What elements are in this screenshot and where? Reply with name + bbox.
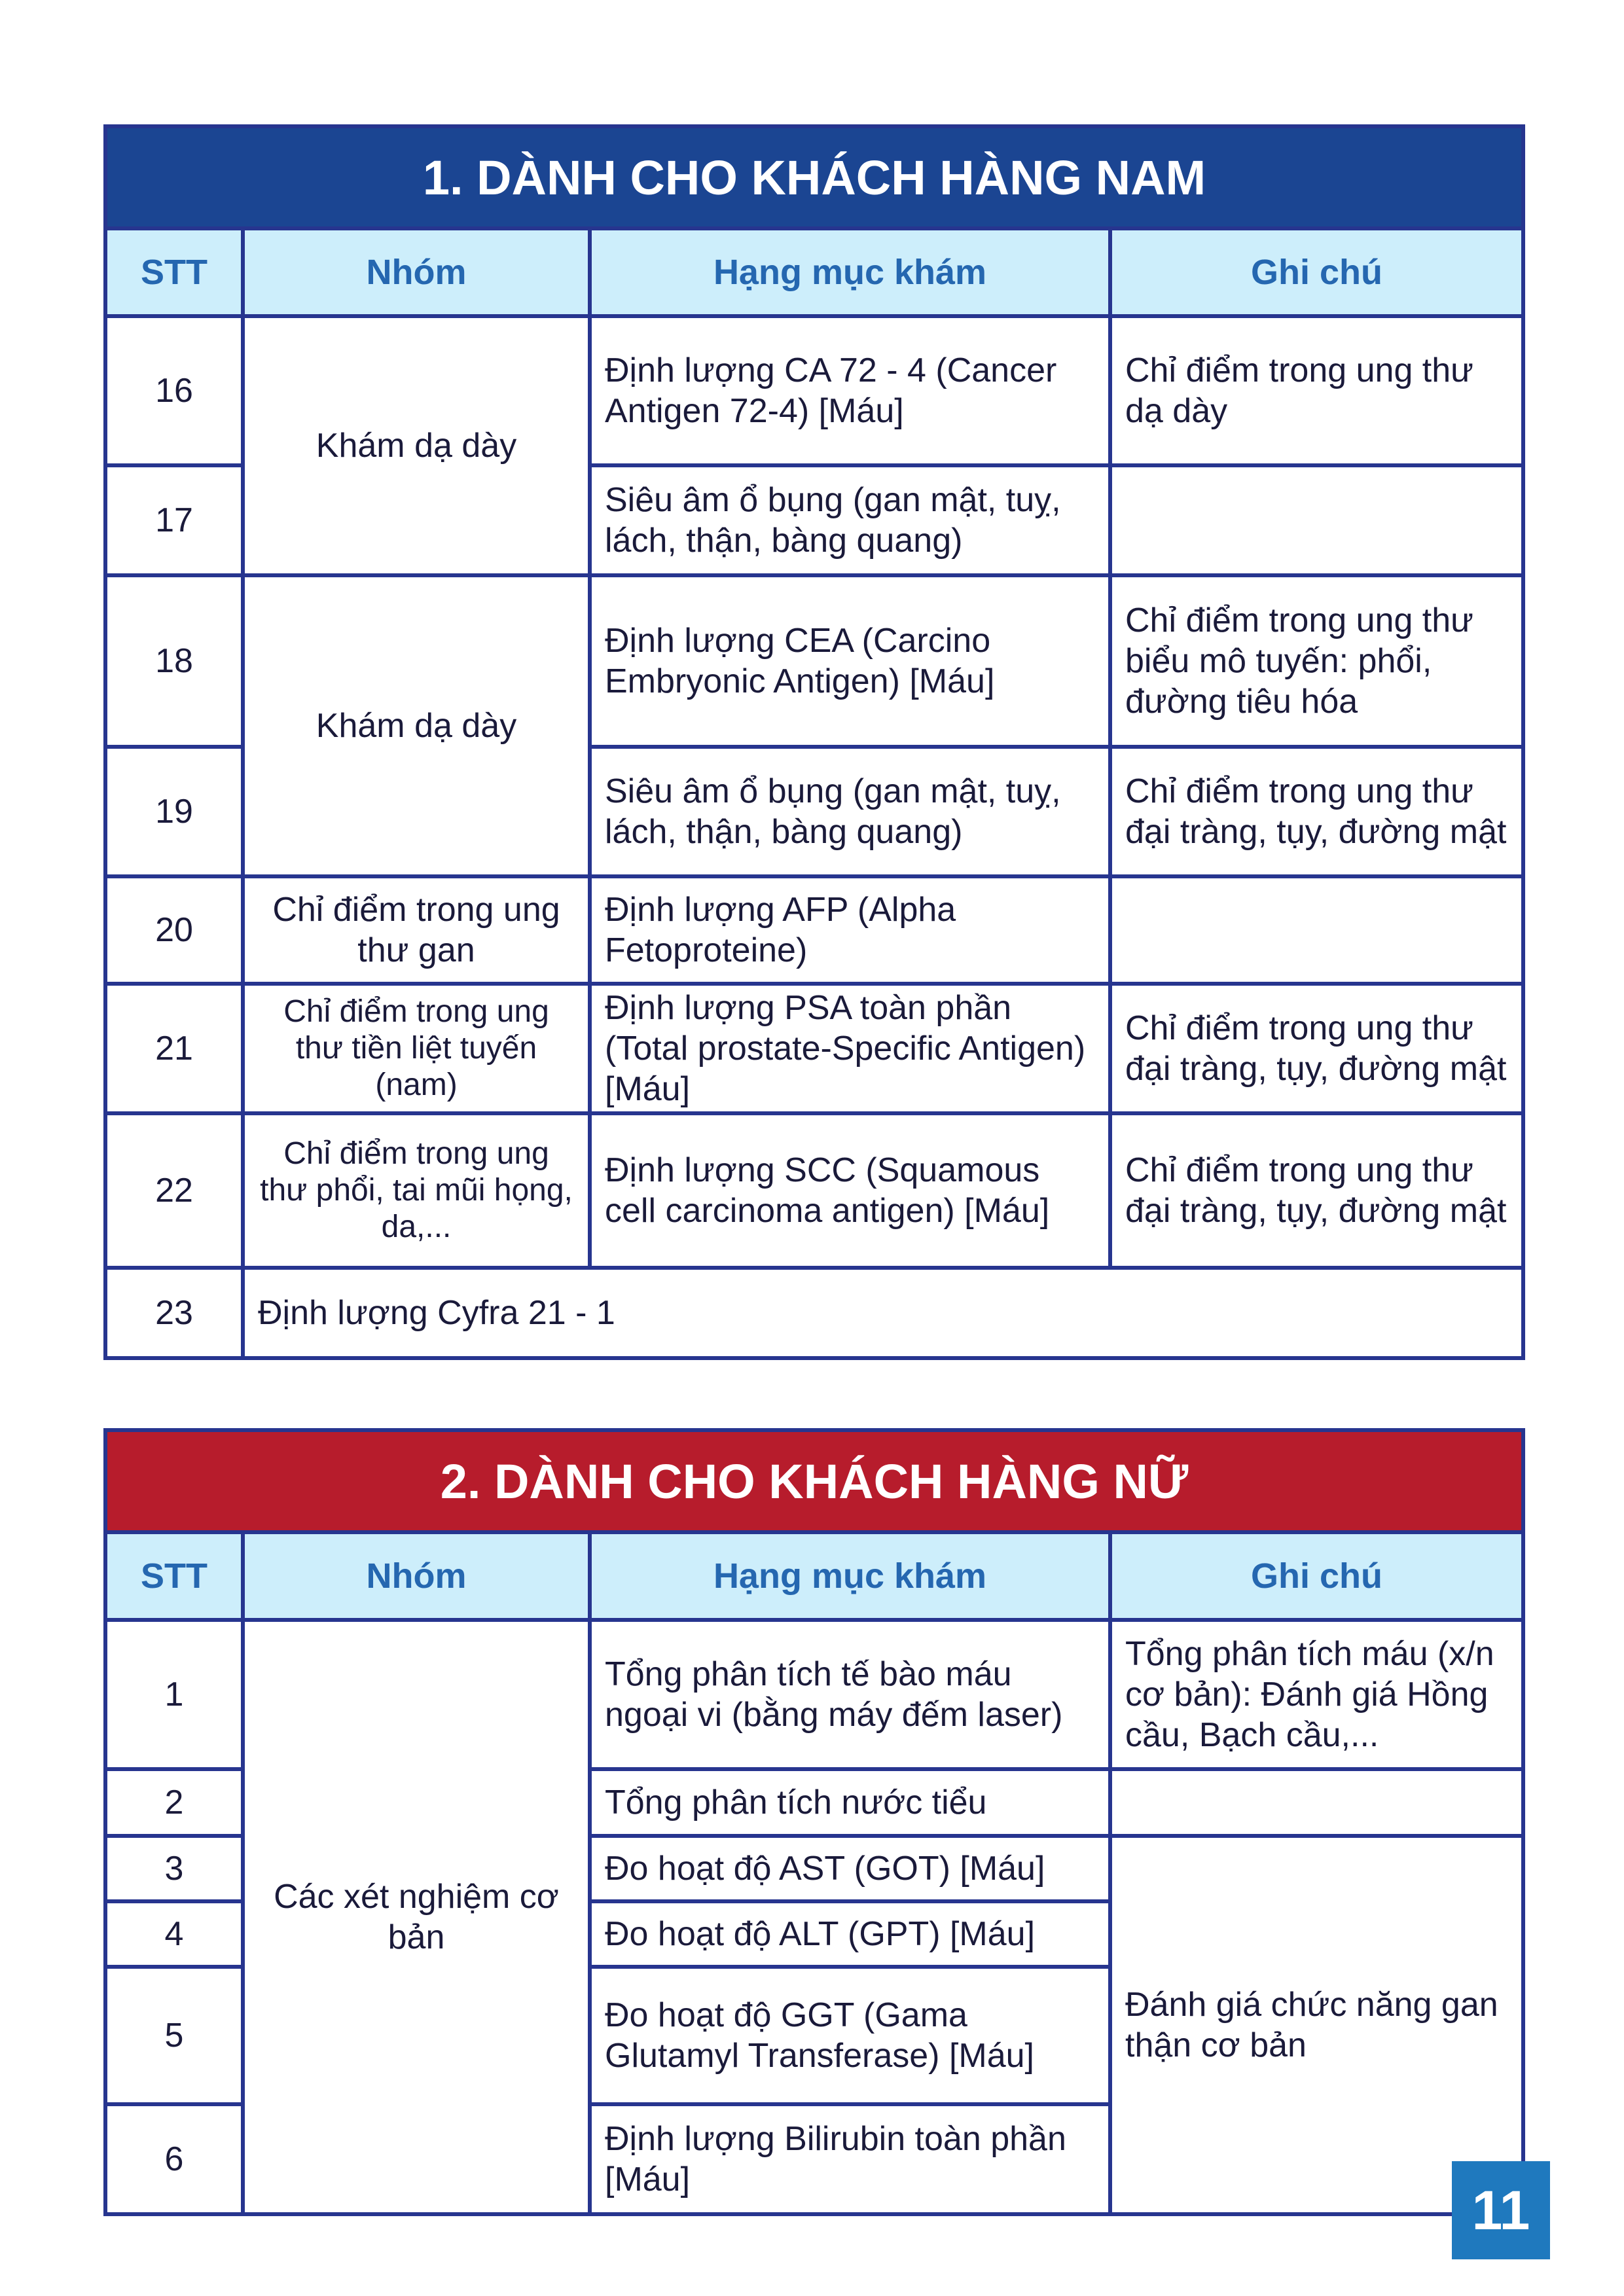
row-stt: 23 xyxy=(105,1268,243,1358)
row-stt: 3 xyxy=(105,1836,243,1901)
page-number: 11 xyxy=(1452,2161,1550,2259)
row-stt: 20 xyxy=(105,876,243,984)
row-note xyxy=(1110,1769,1523,1836)
table-row xyxy=(105,316,1523,465)
row-item: Siêu âm ổ bụng (gan mật, tuỵ, lách, thận, bàng quang) xyxy=(590,747,1110,876)
header-item: Hạng mục khám xyxy=(590,1532,1110,1620)
row-stt: 6 xyxy=(105,2104,243,2214)
row-item: Định lượng AFP (Alpha Fetoproteine) xyxy=(590,876,1110,984)
row-item: Siêu âm ổ bụng (gan mật, tuỵ, lách, thận, bàng quang) xyxy=(590,465,1110,575)
row-note: Tổng phân tích máu (x/n cơ bản): Đánh giá Hồng cầu, Bạch cầu,... xyxy=(1110,1620,1523,1769)
section1-title: 1. DÀNH CHO KHÁCH HÀNG NAM xyxy=(105,126,1523,228)
row-note: Chỉ điểm trong ung thư biểu mô tuyến: phổi, đường tiêu hóa xyxy=(1110,575,1523,747)
row-item: Định lượng CEA (Carcino Embryonic Antigen) [Máu] xyxy=(590,575,1110,747)
row-note: Chỉ điểm trong ung thư đại tràng, tụy, đường mật xyxy=(1110,984,1523,1113)
row-item: Đo hoạt độ GGT (Gama Glutamyl Transferase) [Máu] xyxy=(590,1967,1110,2104)
row-item: Định lượng SCC (Squamous cell carcinoma antigen) [Máu] xyxy=(590,1113,1110,1268)
row-note xyxy=(1110,876,1523,984)
row-group: Chỉ điểm trong ung thư gan xyxy=(243,876,590,984)
table-row xyxy=(105,984,1523,1113)
row-stt: 2 xyxy=(105,1769,243,1836)
row-item: Định lượng CA 72 - 4 (Cancer Antigen 72-4) [Máu] xyxy=(590,316,1110,465)
row-item: Tổng phân tích tế bào máu ngoại vi (bằng máy đếm laser) xyxy=(590,1620,1110,1769)
row-group: Khám dạ dày xyxy=(243,316,590,575)
male-table xyxy=(103,124,1525,1360)
row-stt: 22 xyxy=(105,1113,243,1268)
row-stt: 16 xyxy=(105,316,243,465)
row-note: Chỉ điểm trong ung thư dạ dày xyxy=(1110,316,1523,465)
female-table xyxy=(103,1428,1525,2216)
row-stt: 21 xyxy=(105,984,243,1113)
header-note: Ghi chú xyxy=(1110,228,1523,316)
table-row xyxy=(105,1113,1523,1268)
row-note: Chỉ điểm trong ung thư đại tràng, tụy, đường mật xyxy=(1110,1113,1523,1268)
header-group: Nhóm xyxy=(243,228,590,316)
row-stt: 1 xyxy=(105,1620,243,1769)
section2-title: 2. DÀNH CHO KHÁCH HÀNG NỮ xyxy=(105,1430,1523,1532)
row-stt: 17 xyxy=(105,465,243,575)
row-group: Các xét nghiệm cơ bản xyxy=(243,1620,590,2214)
row-stt: 19 xyxy=(105,747,243,876)
row-item: Định lượng Bilirubin toàn phần [Máu] xyxy=(590,2104,1110,2214)
row-item: Định lượng PSA toàn phần (Total prostate-Specific Antigen) [Máu] xyxy=(590,984,1110,1113)
header-stt: STT xyxy=(105,1532,243,1620)
row-item: Tổng phân tích nước tiểu xyxy=(590,1769,1110,1836)
row-group: Khám dạ dày xyxy=(243,575,590,876)
row-group: Chỉ điểm trong ung thư phổi, tai mũi họng, da,... xyxy=(243,1113,590,1268)
header-item: Hạng mục khám xyxy=(590,228,1110,316)
row-item: Định lượng Cyfra 21 - 1 xyxy=(243,1268,1523,1358)
row-stt: 5 xyxy=(105,1967,243,2104)
header-group: Nhóm xyxy=(243,1532,590,1620)
row-note: Đánh giá chức năng gan thận cơ bản xyxy=(1110,1836,1523,2214)
table-row xyxy=(105,876,1523,984)
row-note: Chỉ điểm trong ung thư đại tràng, tụy, đường mật xyxy=(1110,747,1523,876)
row-stt: 4 xyxy=(105,1901,243,1967)
header-note: Ghi chú xyxy=(1110,1532,1523,1620)
row-item: Đo hoạt độ ALT (GPT) [Máu] xyxy=(590,1901,1110,1967)
row-group: Chỉ điểm trong ung thư tiền liệt tuyến (nam) xyxy=(243,984,590,1113)
row-note xyxy=(1110,465,1523,575)
table-row xyxy=(105,1268,1523,1358)
row-item: Đo hoạt độ AST (GOT) [Máu] xyxy=(590,1836,1110,1901)
header-stt: STT xyxy=(105,228,243,316)
table-row xyxy=(105,1620,1523,1769)
table-row xyxy=(105,575,1523,747)
row-stt: 18 xyxy=(105,575,243,747)
